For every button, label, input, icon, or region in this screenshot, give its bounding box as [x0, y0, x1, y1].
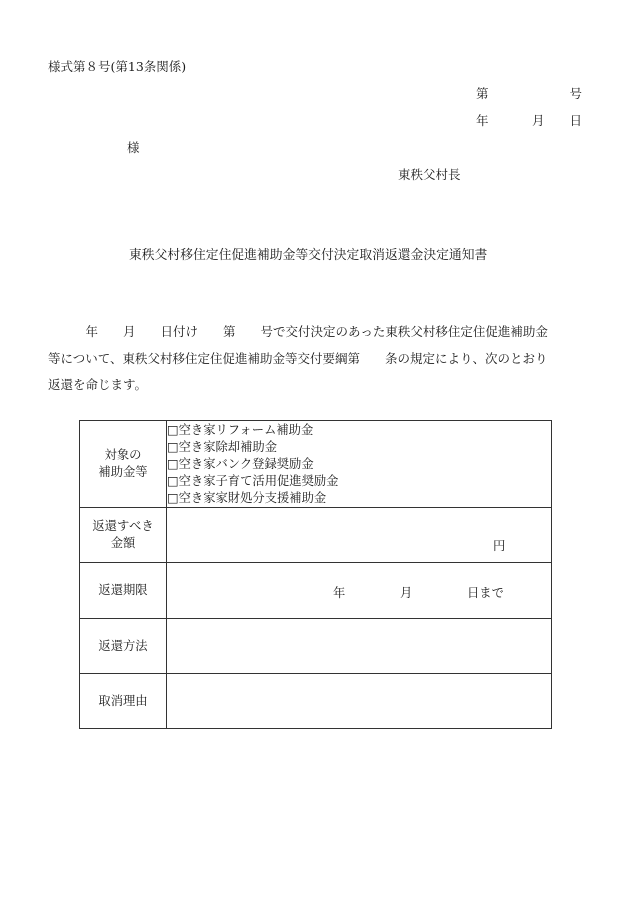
method-field[interactable] — [167, 619, 552, 674]
notice-body — [48, 319, 584, 399]
body-line-3: 返還を命じます。 — [48, 377, 148, 392]
method-label: 返還方法 — [80, 619, 167, 674]
option-renovation-subsidy[interactable]: □空き家リフォーム補助金 — [167, 422, 314, 437]
document-title: 東秩父村移住定住促進補助金等交付決定取消返還金決定通知書 — [129, 248, 488, 263]
option-bank-registration-incentive[interactable]: □空き家バンク登録奨励金 — [167, 456, 314, 471]
amount-label — [80, 508, 167, 563]
reason-label: 取消理由 — [80, 674, 167, 729]
issuer-name: 東秩父村長 — [398, 167, 461, 182]
subsidy-row — [80, 421, 552, 508]
option-childcare-incentive[interactable]: □空き家子育て活用促進奨励金 — [167, 473, 339, 488]
amount-label-line-2: 金額 — [110, 536, 136, 550]
subsidy-options — [167, 421, 552, 508]
option-household-goods-subsidy[interactable]: □空き家家財処分支援補助金 — [167, 490, 327, 505]
form-number: 様式第８号(第13条関係) — [48, 59, 187, 74]
doc-no-suffix: 号 — [569, 86, 582, 101]
subsidy-label — [80, 421, 167, 508]
reason-row — [80, 674, 552, 729]
amount-unit: 円 — [493, 539, 506, 553]
amount-label-line-1: 返還すべき — [92, 519, 154, 533]
date-month: 月 — [532, 113, 545, 128]
date-year: 年 — [476, 113, 489, 128]
issue-date — [476, 111, 582, 129]
document-number — [476, 84, 582, 102]
deadline-month: 月 — [400, 586, 413, 600]
option-demolition-subsidy[interactable]: □空き家除却補助金 — [167, 439, 277, 454]
date-day: 日 — [569, 113, 582, 128]
doc-no-prefix: 第 — [476, 86, 489, 101]
deadline-day: 日まで — [467, 586, 504, 600]
recipient-honorific: 様 — [127, 140, 140, 155]
amount-field[interactable] — [167, 508, 552, 563]
body-line-1: 年 月 日付け 第 号で交付決定のあった東秩父村移住定住促進補助金 — [48, 324, 548, 339]
reason-field[interactable] — [167, 674, 552, 729]
subsidy-label-line-2: 補助金等 — [98, 465, 148, 479]
body-line-2: 等について、東秩父村移住定住促進補助金等交付要綱第 条の規定により、次のとおり — [48, 350, 548, 366]
subsidy-label-line-1: 対象の — [104, 448, 142, 462]
deadline-year: 年 — [333, 586, 346, 600]
method-row — [80, 619, 552, 674]
deadline-field[interactable] — [167, 563, 552, 619]
deadline-label: 返還期限 — [80, 563, 167, 619]
refund-details-table — [79, 420, 552, 729]
amount-row — [80, 508, 552, 563]
deadline-row — [80, 563, 552, 619]
